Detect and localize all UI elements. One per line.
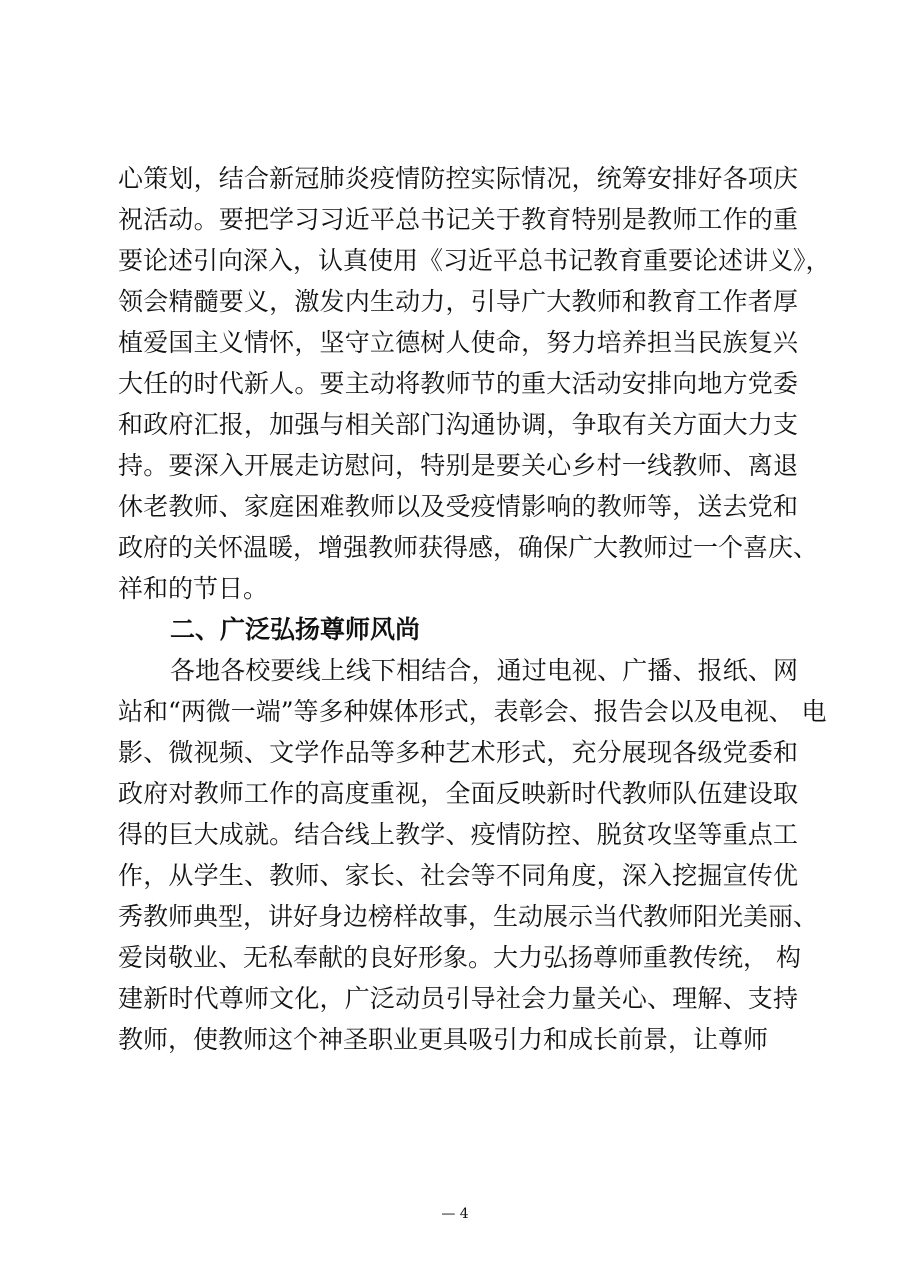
paragraph-1-line-3: 要论述引向深入，认真使用《习近平总书记教育重要论述讲义》， — [118, 246, 831, 275]
paragraph-2-line-1: 各地各校要线上线下相结合，通过电视、广播、报纸、网 — [170, 656, 798, 685]
paragraph-2-line-3: 影、微视频、文学作品等多种艺术形式，充分展现各级党委和 — [118, 738, 798, 767]
paragraph-1-line-4: 领会精髓要义，激发内生动力，引导广大教师和教育工作者厚 — [118, 287, 798, 316]
paragraph-1-line-1: 心策划，结合新冠肺炎疫情防控实际情况，统筹安排好各项庆 — [118, 164, 798, 193]
paragraph-2-line-5: 得的巨大成就。结合线上教学、疫情防控、脱贫攻坚等重点工 — [118, 820, 798, 849]
paragraph-2-line-8: 爱岗敬业、无私奉献的良好形象。大力弘扬尊师重教传统， 构 — [118, 943, 801, 972]
paragraph-1-line-9: 休老教师、家庭困难教师以及受疫情影响的教师等，送去党和 — [118, 492, 798, 521]
paragraph-2-line-2: 站和“两微一端”等多种媒体形式，表彰会、报告会以及电视、 电 — [118, 697, 827, 726]
section-heading: 二、广泛弘扬尊师风尚 — [170, 615, 421, 644]
paragraph-1-line-6: 大任的时代新人。要主动将教师节的重大活动安排向地方党委 — [118, 369, 798, 398]
paragraph-1-line-11: 祥和的节日。 — [118, 574, 269, 603]
paragraph-1-line-10: 政府的关怀温暖，增强教师获得感，确保广大教师过一个喜庆、 — [118, 533, 819, 562]
paragraph-2-line-6: 作，从学生、教师、家长、社会等不同角度，深入挖掘宣传优 — [118, 861, 798, 890]
paragraph-2-line-10: 教师，使教师这个神圣职业更具吸引力和成长前景，让尊师 — [118, 1025, 769, 1054]
paragraph-2-line-9: 建新时代尊师文化，广泛动员引导社会力量关心、理解、支持 — [118, 984, 798, 1013]
paragraph-1-line-5: 植爱国主义情怀，坚守立德树人使命，努力培养担当民族复兴 — [118, 328, 798, 357]
paragraph-1-line-7: 和政府汇报，加强与相关部门沟通协调，争取有关方面大力支 — [118, 410, 798, 439]
paragraph-2-line-7: 秀教师典型，讲好身边榜样故事，生动展示当代教师阳光美丽、 — [118, 902, 819, 931]
paragraph-1-line-8: 持。要深入开展走访慰问，特别是要关心乡村一线教师、离退 — [118, 451, 798, 480]
paragraph-1-line-2: 祝活动。要把学习习近平总书记关于教育特别是教师工作的重 — [118, 205, 798, 234]
paragraph-2-line-4: 政府对教师工作的高度重视，全面反映新时代教师队伍建设取 — [118, 779, 798, 808]
page-number: — 4 — [441, 1206, 469, 1222]
